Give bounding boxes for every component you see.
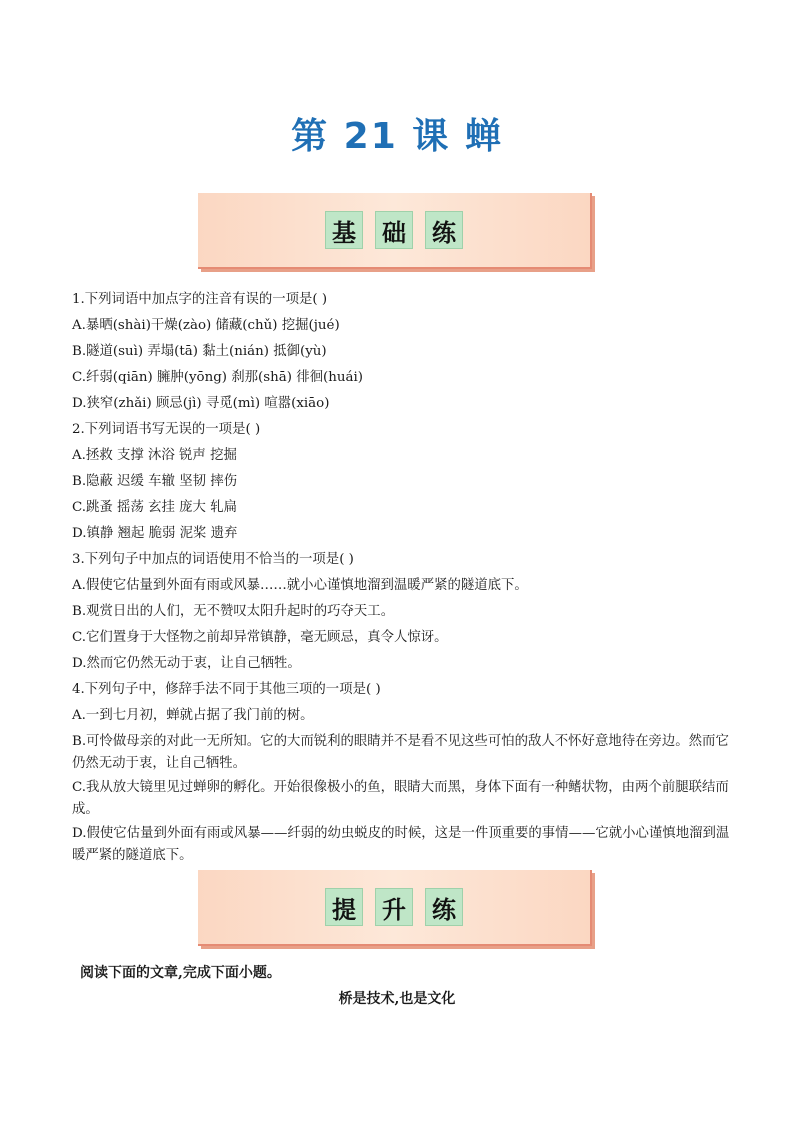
option-line: D.狭窄(zhǎi) 顾忌(jì) 寻觅(mì) 喧嚣(xiāo) <box>72 396 330 411</box>
option-line: A.拯救 支撑 沐浴 锐声 挖掘 <box>72 448 237 463</box>
reading-instructions: 阅读下面的文章,完成下面小题。 <box>80 965 281 981</box>
question-line: 4.下列句子中，修辞手法不同于其他三项的一项是( ) <box>72 682 381 697</box>
option-line: D.然而它仍然无动于衷，让自己牺牲。 <box>72 656 301 671</box>
option-line: A.一到七月初，蝉就占据了我门前的树。 <box>72 708 314 723</box>
option-line: A.暴晒(shài)干燥(zào) 储藏(chǔ) 挖掘(jué) <box>72 318 340 333</box>
option-line: D.假使它估量到外面有雨或风暴——纤弱的幼虫蜕皮的时候，这是一件顶重要的事情——它就小心谨慎地溜到温暖严紧的隧道底下。 <box>72 826 730 863</box>
banner-char: 础 <box>375 211 413 249</box>
option-line: B.隐蔽 迟缓 车辙 坚韧 摔伤 <box>72 474 238 489</box>
banner-char: 练 <box>425 888 463 926</box>
question-list <box>72 287 732 869</box>
banner-char: 升 <box>375 888 413 926</box>
banner-char: 提 <box>325 888 363 926</box>
page-title: 第 21 课 蝉 <box>291 116 503 157</box>
advanced-practice-banner <box>198 870 592 946</box>
option-line: C.纤弱(qiān) 臃肿(yōng) 刹那(shā) 徘徊(huái) <box>72 370 363 385</box>
option-line: C.它们置身于大怪物之前却异常镇静，毫无顾忌，真令人惊讶。 <box>72 630 448 645</box>
option-line: B.观赏日出的人们，无不赞叹太阳升起时的巧夺天工。 <box>72 604 395 619</box>
option-line: A.假使它估量到外面有雨或风暴……就小心谨慎地溜到温暖严紧的隧道底下。 <box>72 578 528 593</box>
banner-char: 基 <box>325 211 363 249</box>
option-line: D.镇静 翘起 脆弱 泥桨 遗弃 <box>72 526 238 541</box>
question-line: 3.下列句子中加点的词语使用不恰当的一项是( ) <box>72 552 354 567</box>
question-line: 1.下列词语中加点字的注音有误的一项是( ) <box>72 292 328 307</box>
option-line: B.隧道(suì) 弄塌(tā) 黏土(nián) 抵御(yù) <box>72 344 327 359</box>
banner-char: 练 <box>425 211 463 249</box>
article-title: 桥是技术,也是文化 <box>338 991 456 1007</box>
option-line: C.我从放大镜里见过蝉卵的孵化。开始很像极小的鱼，眼睛大而黑，身体下面有一种鳍状物，由两个前腿联结而成。 <box>72 780 729 817</box>
option-line: B.可怜做母亲的对此一无所知。它的大而锐利的眼睛并不是看不见这些可怕的敌人不怀好意地待在旁边。然而它仍然无动于衷，让自己牺牲。 <box>72 734 729 771</box>
option-line: C.跳蚤 摇荡 玄挂 庞大 轧扁 <box>72 500 237 515</box>
basic-practice-banner <box>198 193 592 269</box>
question-line: 2.下列词语书写无误的一项是( ) <box>72 422 261 437</box>
